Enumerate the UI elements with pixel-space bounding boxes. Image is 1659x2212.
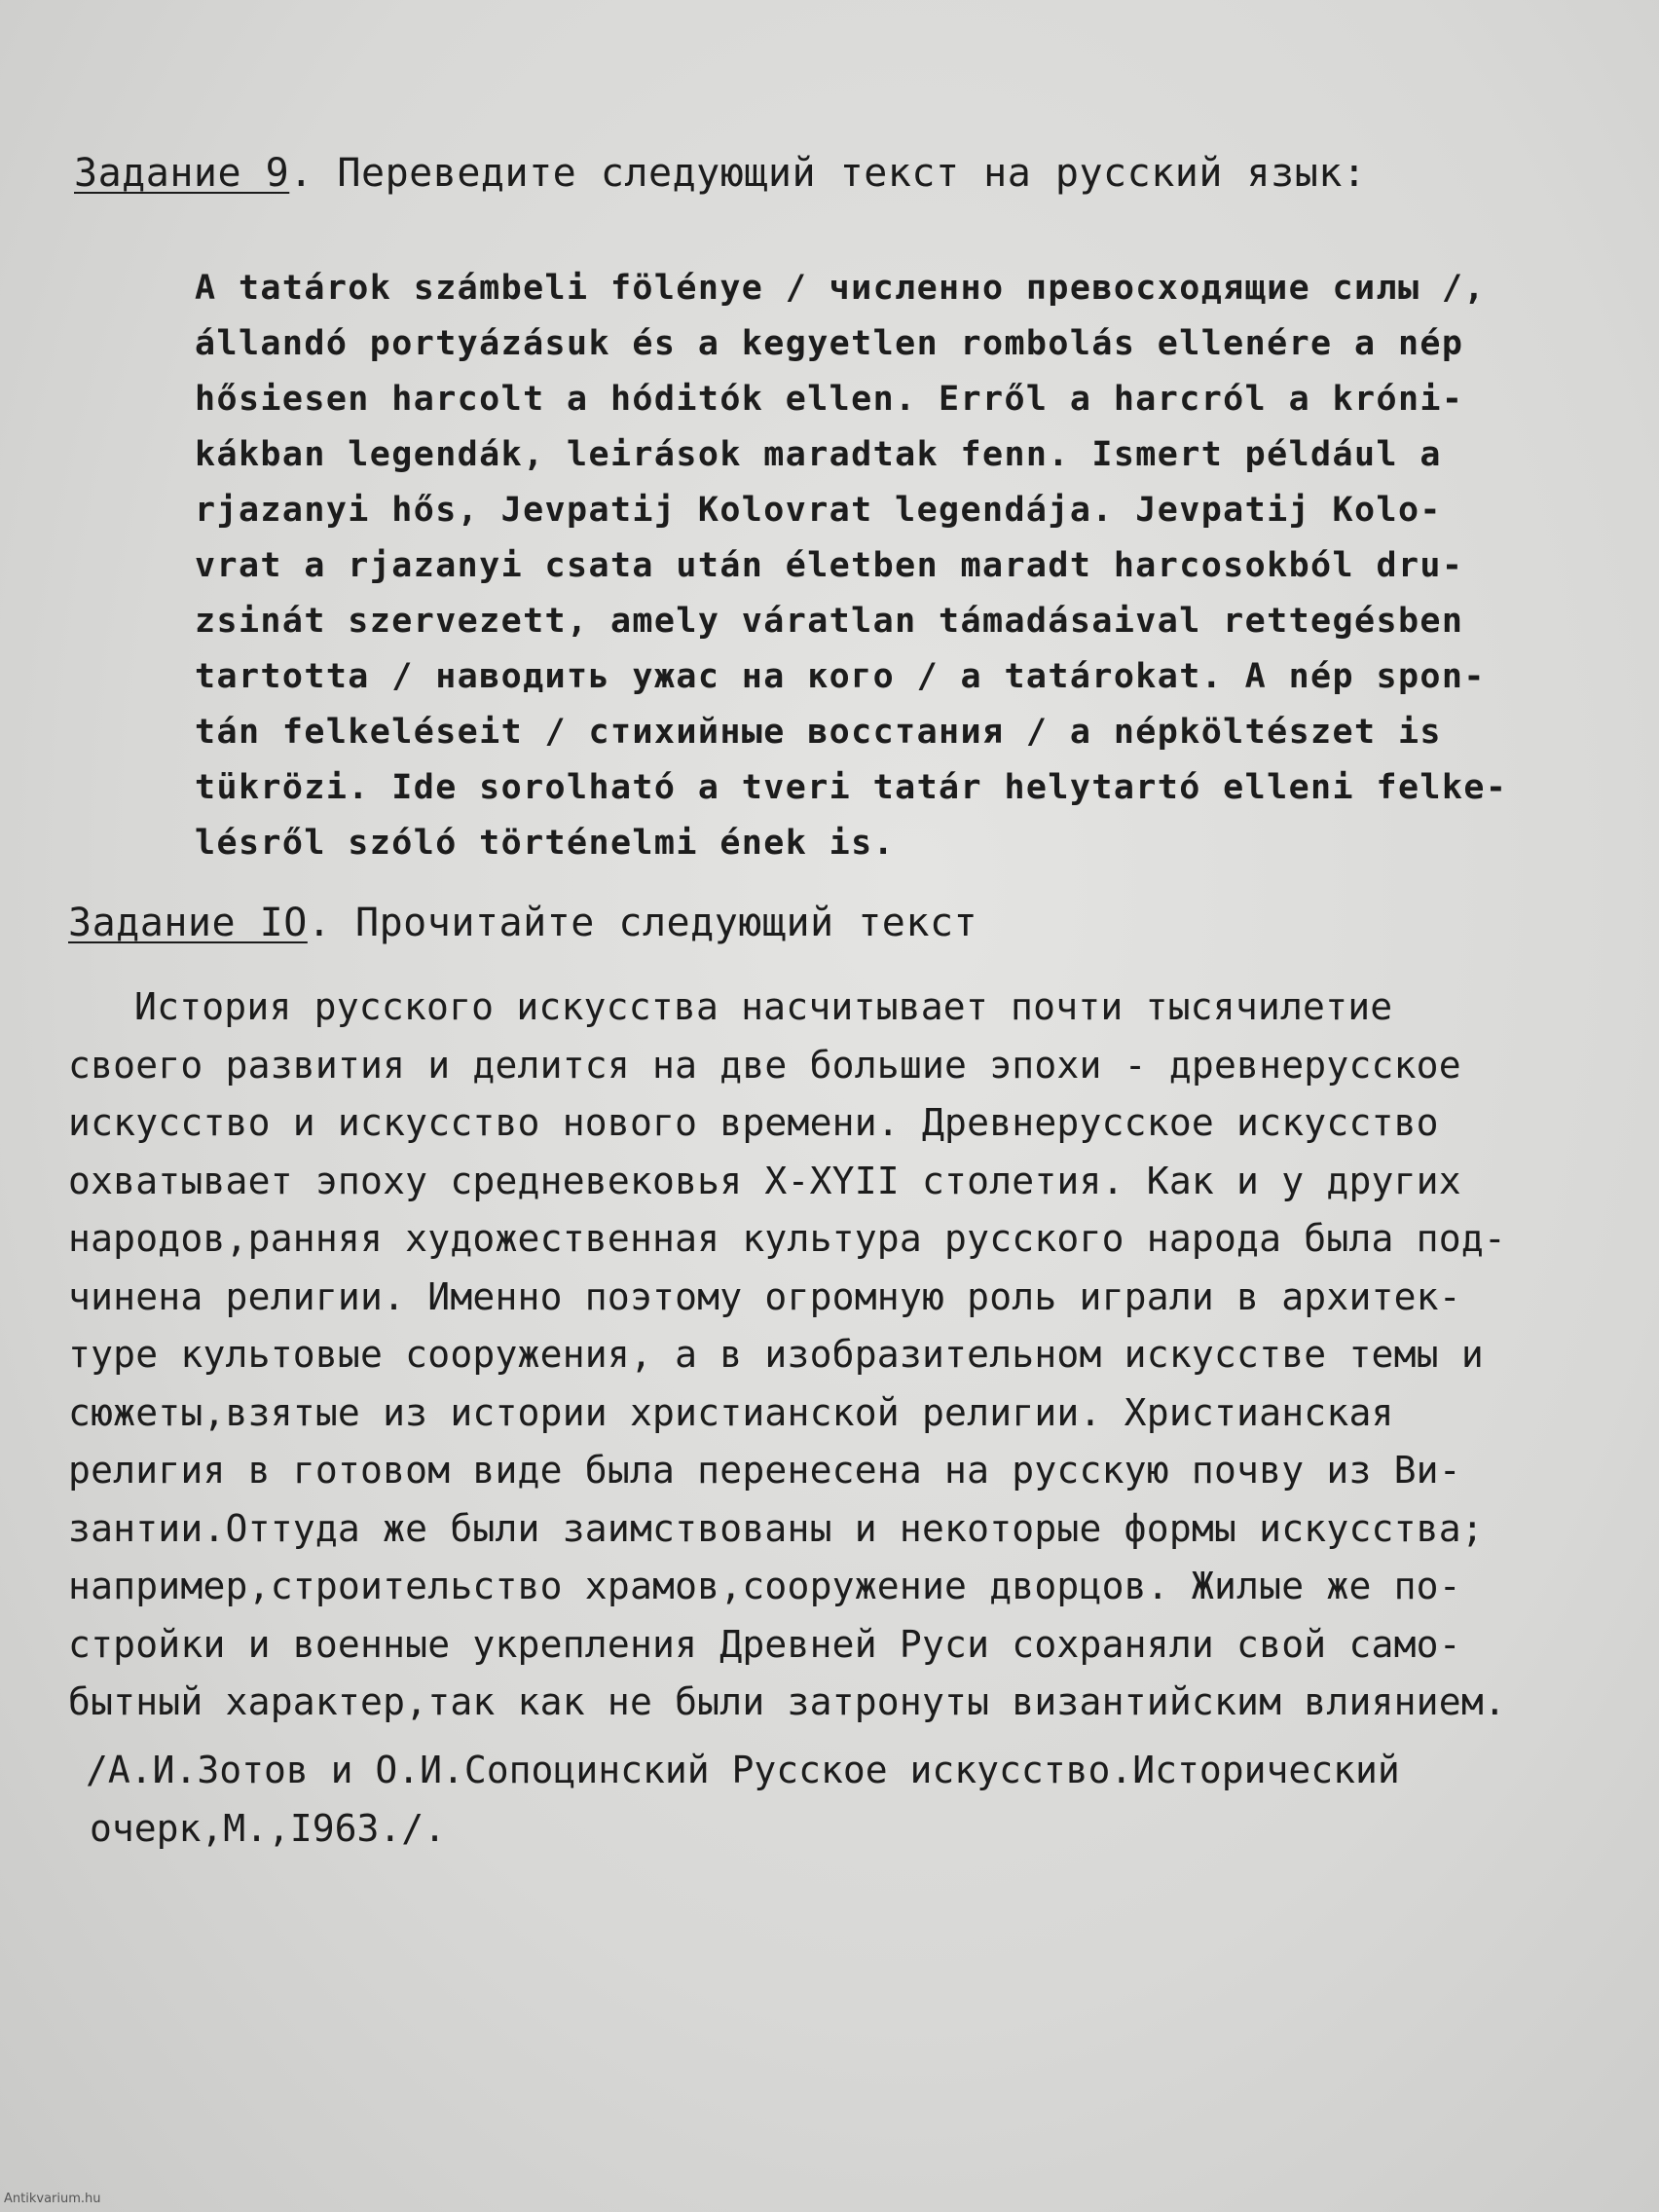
- russian-line: народов,ранняя художественная культура русского народа была под-: [68, 1217, 1506, 1260]
- task-10-instruction: . Прочитайте следующий текст: [307, 901, 978, 945]
- russian-line: чинена религии. Именно поэтому огромную роль играли в архитек-: [68, 1274, 1461, 1318]
- citation-line: очерк,М.,I963./.: [90, 1807, 447, 1850]
- russian-line: охватывает эпоху средневековья X-XYII столетия. Как и у других: [68, 1159, 1461, 1202]
- hungarian-line: rjazanyi hős, Jevpatij Kolovrat legendája. Jevpatij Kolo-: [195, 491, 1442, 530]
- hungarian-line: vrat a rjazanyi csata után életben maradt harcosokból dru-: [195, 546, 1464, 585]
- task-9-heading: [74, 151, 1366, 196]
- hungarian-line: tükrözi. Ide sorolható a tveri tatár helytartó elleni felke-: [195, 768, 1508, 807]
- russian-text-block: [68, 978, 1587, 1732]
- hungarian-line: hősiesen harcolt a hóditók ellen. Erről a harcról a króni-: [195, 380, 1464, 419]
- citation: [86, 1741, 1400, 1858]
- russian-line: бытный характер,так как не были затронуты византийским влиянием.: [68, 1680, 1506, 1723]
- citation-line: /А.И.Зотов и О.И.Сопоцинский Русское искусство.Исторический: [86, 1749, 1400, 1791]
- russian-line: туре культовые сооружения, а в изобразительном искусстве темы и: [68, 1333, 1484, 1376]
- hungarian-line: tán felkeléseit / стихийные восстания / a népköltészet is: [195, 713, 1442, 752]
- hungarian-line: lésről szóló történelmi ének is.: [195, 824, 896, 863]
- task-9-label: Задание 9: [74, 151, 290, 196]
- hungarian-text-block: [195, 261, 1597, 871]
- hungarian-line: zsinát szervezett, amely váratlan támadásaival rettegésben: [195, 602, 1464, 641]
- russian-line: сюжеты,взятые из истории христианской религии. Христианская: [68, 1390, 1394, 1434]
- russian-line: религия в готовом виде была перенесена на русскую почву из Ви-: [68, 1449, 1461, 1492]
- russian-line: своего развития и делится на две большие эпохи - древнерусское: [68, 1043, 1461, 1087]
- hungarian-line: A tatárok számbeli fölénye / численно превосходящие силы /,: [195, 269, 1486, 308]
- russian-line: зантии.Оттуда же были заимствованы и некоторые формы искусства;: [68, 1506, 1484, 1550]
- russian-line: искусство и искусство нового времени. Древнерусское искусство: [68, 1101, 1439, 1144]
- task-9-instruction: . Переведите следующий текст на русский язык:: [289, 151, 1367, 196]
- hungarian-line: állandó portyázásuk és a kegyetlen rombolás ellenére a nép: [195, 324, 1464, 363]
- task-10-heading: [68, 901, 977, 945]
- watermark: Antikvarium.hu: [4, 2192, 101, 2206]
- hungarian-line: tartotta / наводить ужас на кого / a tatárokat. A nép spon-: [195, 657, 1486, 696]
- russian-line: стройки и военные укрепления Древней Руси сохраняли свой само-: [68, 1622, 1461, 1666]
- hungarian-line: kákban legendák, leirások maradtak fenn. Ismert például a: [195, 435, 1442, 474]
- task-10-label: Задание IO: [68, 901, 308, 945]
- russian-line: История русского искусства насчитывает почти тысячилетие: [134, 985, 1393, 1028]
- russian-line: например,строительство храмов,сооружение дворцов. Жилые же по-: [68, 1565, 1461, 1607]
